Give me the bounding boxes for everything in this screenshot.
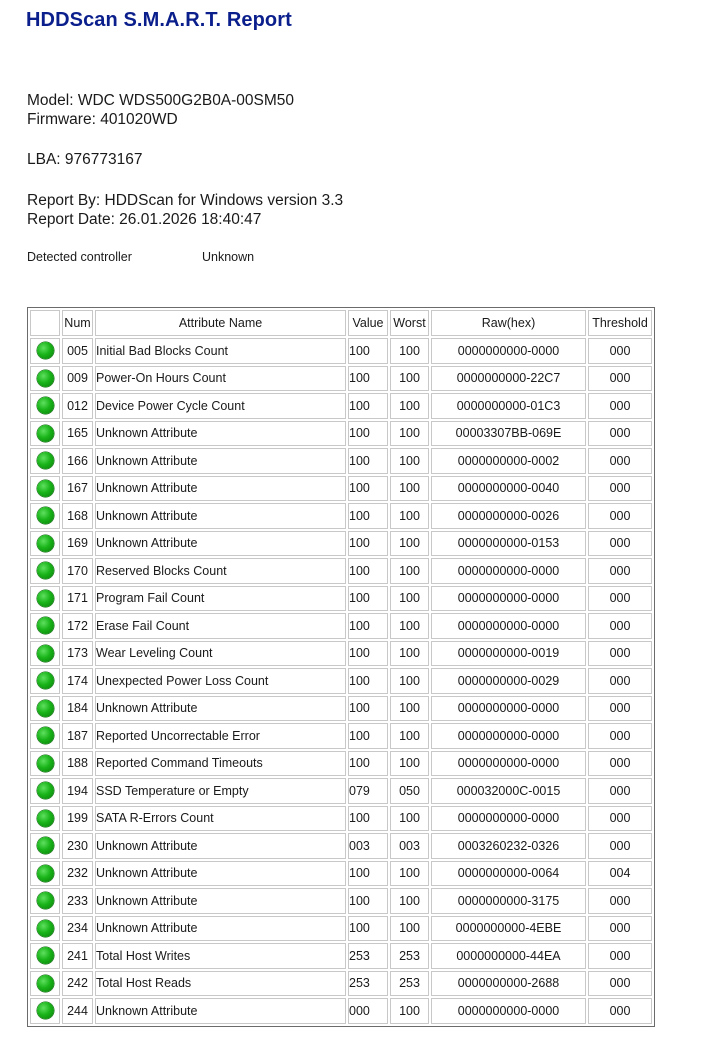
attribute-threshold: 000 [588, 558, 652, 584]
table-row [30, 916, 652, 942]
attribute-threshold: 000 [588, 998, 652, 1024]
status-cell [30, 833, 60, 859]
attribute-raw-hex: 0000000000-4EBE [431, 916, 586, 942]
header-status [30, 310, 60, 336]
table-row [30, 833, 652, 859]
ok-status-icon [37, 590, 54, 607]
table-row [30, 971, 652, 997]
attribute-num: 241 [62, 943, 93, 969]
attribute-worst: 100 [390, 366, 429, 392]
ok-status-icon [37, 975, 54, 992]
ok-status-icon [37, 672, 54, 689]
status-cell [30, 503, 60, 529]
attribute-value: 100 [348, 751, 388, 777]
attribute-worst: 253 [390, 943, 429, 969]
ok-status-icon [37, 342, 54, 359]
ok-status-icon [37, 397, 54, 414]
table-row [30, 338, 652, 364]
attribute-raw-hex: 00003307BB-069E [431, 421, 586, 447]
attribute-threshold: 000 [588, 476, 652, 502]
header-raw-hex: Raw(hex) [431, 310, 586, 336]
attribute-raw-hex: 0000000000-22C7 [431, 366, 586, 392]
attribute-num: 170 [62, 558, 93, 584]
ok-status-icon [37, 920, 54, 937]
status-cell [30, 641, 60, 667]
status-cell [30, 861, 60, 887]
status-cell [30, 751, 60, 777]
attribute-num: 233 [62, 888, 93, 914]
detected-controller [27, 250, 255, 264]
attribute-name: Unknown Attribute [95, 916, 346, 942]
attribute-value: 100 [348, 531, 388, 557]
ok-status-icon [37, 865, 54, 882]
status-cell [30, 943, 60, 969]
attribute-name: Wear Leveling Count [95, 641, 346, 667]
status-cell [30, 696, 60, 722]
table-row [30, 558, 652, 584]
attribute-value: 100 [348, 448, 388, 474]
attribute-worst: 253 [390, 971, 429, 997]
status-cell [30, 586, 60, 612]
attribute-num: 169 [62, 531, 93, 557]
attribute-num: 244 [62, 998, 93, 1024]
status-cell [30, 366, 60, 392]
attribute-value: 100 [348, 586, 388, 612]
attribute-name: Unknown Attribute [95, 998, 346, 1024]
attribute-raw-hex: 0000000000-0002 [431, 448, 586, 474]
attribute-threshold: 000 [588, 778, 652, 804]
report-title: HDDScan S.M.A.R.T. Report [26, 9, 292, 31]
ok-status-icon [37, 727, 54, 744]
attribute-num: 168 [62, 503, 93, 529]
table-header-row [30, 310, 652, 336]
ok-status-icon [37, 700, 54, 717]
report-date-line: Report Date: 26.01.2026 18:40:47 [27, 211, 262, 228]
attribute-threshold: 000 [588, 888, 652, 914]
attribute-num: 234 [62, 916, 93, 942]
attribute-raw-hex: 0000000000-0153 [431, 531, 586, 557]
status-cell [30, 476, 60, 502]
table-row [30, 668, 652, 694]
attribute-name: Total Host Reads [95, 971, 346, 997]
lba-info [27, 150, 143, 169]
attribute-value: 100 [348, 888, 388, 914]
attribute-name: Unknown Attribute [95, 476, 346, 502]
report-meta [27, 191, 343, 229]
ok-status-icon [37, 425, 54, 442]
attribute-worst: 100 [390, 723, 429, 749]
table-row [30, 421, 652, 447]
attribute-num: 230 [62, 833, 93, 859]
attribute-name: Power-On Hours Count [95, 366, 346, 392]
attribute-num: 184 [62, 696, 93, 722]
report-by-line: Report By: HDDScan for Windows version 3.3 [27, 192, 344, 209]
header-threshold: Threshold [588, 310, 652, 336]
attribute-worst: 100 [390, 613, 429, 639]
attribute-name: Device Power Cycle Count [95, 393, 346, 419]
attribute-threshold: 000 [588, 586, 652, 612]
ok-status-icon [37, 535, 54, 552]
attribute-worst: 100 [390, 806, 429, 832]
attribute-name: Reported Uncorrectable Error [95, 723, 346, 749]
attribute-num: 012 [62, 393, 93, 419]
attribute-num: 005 [62, 338, 93, 364]
status-cell [30, 806, 60, 832]
attribute-name: Erase Fail Count [95, 613, 346, 639]
attribute-name: Initial Bad Blocks Count [95, 338, 346, 364]
attribute-raw-hex: 0000000000-0000 [431, 998, 586, 1024]
attribute-value: 100 [348, 613, 388, 639]
controller-value: Unknown [202, 250, 255, 264]
attribute-name: SATA R-Errors Count [95, 806, 346, 832]
attribute-raw-hex: 0000000000-0000 [431, 696, 586, 722]
table-row [30, 476, 652, 502]
controller-label: Detected controller [27, 250, 132, 264]
status-cell [30, 421, 60, 447]
ok-status-icon [37, 1002, 54, 1019]
firmware-line: Firmware: 401020WD [27, 111, 178, 128]
drive-info [27, 91, 294, 129]
attribute-raw-hex: 0003260232-0326 [431, 833, 586, 859]
attribute-value: 100 [348, 503, 388, 529]
attribute-value: 100 [348, 393, 388, 419]
status-cell [30, 448, 60, 474]
attribute-worst: 100 [390, 558, 429, 584]
attribute-threshold: 000 [588, 751, 652, 777]
attribute-name: Unknown Attribute [95, 833, 346, 859]
attribute-num: 167 [62, 476, 93, 502]
header-num: Num [62, 310, 93, 336]
attribute-worst: 003 [390, 833, 429, 859]
attribute-value: 100 [348, 366, 388, 392]
attribute-num: 194 [62, 778, 93, 804]
attribute-value: 100 [348, 723, 388, 749]
attribute-worst: 100 [390, 448, 429, 474]
attribute-threshold: 000 [588, 641, 652, 667]
attribute-raw-hex: 0000000000-0000 [431, 338, 586, 364]
attribute-value: 100 [348, 916, 388, 942]
attribute-num: 242 [62, 971, 93, 997]
attribute-threshold: 000 [588, 943, 652, 969]
attribute-num: 188 [62, 751, 93, 777]
table-row [30, 696, 652, 722]
attribute-name: Unknown Attribute [95, 448, 346, 474]
attribute-raw-hex: 0000000000-0029 [431, 668, 586, 694]
attribute-name: Unknown Attribute [95, 696, 346, 722]
table-row [30, 751, 652, 777]
attribute-name: Reported Command Timeouts [95, 751, 346, 777]
lba-line: LBA: 976773167 [27, 151, 143, 168]
status-cell [30, 613, 60, 639]
attribute-num: 172 [62, 613, 93, 639]
attribute-raw-hex: 0000000000-0000 [431, 586, 586, 612]
attribute-value: 079 [348, 778, 388, 804]
attribute-name: SSD Temperature or Empty [95, 778, 346, 804]
attribute-raw-hex: 0000000000-0026 [431, 503, 586, 529]
status-cell [30, 338, 60, 364]
attribute-threshold: 000 [588, 833, 652, 859]
status-cell [30, 723, 60, 749]
table-row [30, 586, 652, 612]
attribute-raw-hex: 000032000C-0015 [431, 778, 586, 804]
attribute-threshold: 000 [588, 503, 652, 529]
ok-status-icon [37, 755, 54, 772]
ok-status-icon [37, 480, 54, 497]
attribute-value: 253 [348, 943, 388, 969]
attribute-worst: 100 [390, 696, 429, 722]
attribute-raw-hex: 0000000000-0000 [431, 558, 586, 584]
ok-status-icon [37, 782, 54, 799]
attribute-name: Unknown Attribute [95, 861, 346, 887]
header-value: Value [348, 310, 388, 336]
attribute-value: 003 [348, 833, 388, 859]
ok-status-icon [37, 947, 54, 964]
table-row [30, 888, 652, 914]
ok-status-icon [37, 892, 54, 909]
status-cell [30, 916, 60, 942]
attribute-threshold: 000 [588, 916, 652, 942]
attribute-value: 100 [348, 861, 388, 887]
attribute-worst: 100 [390, 338, 429, 364]
attribute-worst: 100 [390, 998, 429, 1024]
ok-status-icon [37, 645, 54, 662]
table-row [30, 778, 652, 804]
attribute-threshold: 000 [588, 668, 652, 694]
attribute-threshold: 000 [588, 448, 652, 474]
attribute-worst: 050 [390, 778, 429, 804]
table-row [30, 366, 652, 392]
attribute-threshold: 000 [588, 366, 652, 392]
table-row [30, 448, 652, 474]
status-cell [30, 531, 60, 557]
table-row [30, 393, 652, 419]
ok-status-icon [37, 507, 54, 524]
attribute-value: 100 [348, 558, 388, 584]
attribute-worst: 100 [390, 421, 429, 447]
attribute-worst: 100 [390, 531, 429, 557]
ok-status-icon [37, 562, 54, 579]
attribute-name: Unknown Attribute [95, 531, 346, 557]
smart-attributes-table [27, 307, 655, 1027]
table-row [30, 613, 652, 639]
attribute-threshold: 000 [588, 338, 652, 364]
attribute-raw-hex: 0000000000-0000 [431, 751, 586, 777]
status-cell [30, 668, 60, 694]
attribute-worst: 100 [390, 586, 429, 612]
attribute-raw-hex: 0000000000-0040 [431, 476, 586, 502]
attribute-threshold: 000 [588, 971, 652, 997]
attribute-num: 174 [62, 668, 93, 694]
status-cell [30, 393, 60, 419]
ok-status-icon [37, 617, 54, 634]
attribute-name: Reserved Blocks Count [95, 558, 346, 584]
attribute-num: 166 [62, 448, 93, 474]
attribute-num: 232 [62, 861, 93, 887]
attribute-name: Total Host Writes [95, 943, 346, 969]
attribute-value: 100 [348, 338, 388, 364]
attribute-name: Unknown Attribute [95, 421, 346, 447]
ok-status-icon [37, 810, 54, 827]
attribute-value: 100 [348, 696, 388, 722]
attribute-worst: 100 [390, 393, 429, 419]
attribute-raw-hex: 0000000000-0000 [431, 806, 586, 832]
attribute-worst: 100 [390, 751, 429, 777]
table-row [30, 723, 652, 749]
attribute-worst: 100 [390, 861, 429, 887]
attribute-worst: 100 [390, 476, 429, 502]
attribute-num: 009 [62, 366, 93, 392]
attribute-raw-hex: 0000000000-01C3 [431, 393, 586, 419]
attribute-worst: 100 [390, 668, 429, 694]
attribute-threshold: 000 [588, 613, 652, 639]
status-cell [30, 558, 60, 584]
model-line: Model: WDC WDS500G2B0A-00SM50 [27, 92, 295, 109]
attribute-value: 100 [348, 806, 388, 832]
attribute-name: Unexpected Power Loss Count [95, 668, 346, 694]
attribute-worst: 100 [390, 916, 429, 942]
table-row [30, 806, 652, 832]
status-cell [30, 778, 60, 804]
attribute-raw-hex: 0000000000-0000 [431, 723, 586, 749]
status-cell [30, 971, 60, 997]
attribute-value: 100 [348, 421, 388, 447]
attribute-threshold: 000 [588, 696, 652, 722]
table-row [30, 998, 652, 1024]
attribute-raw-hex: 0000000000-0064 [431, 861, 586, 887]
attribute-worst: 100 [390, 503, 429, 529]
ok-status-icon [37, 452, 54, 469]
attribute-name: Unknown Attribute [95, 503, 346, 529]
ok-status-icon [37, 370, 54, 387]
attribute-raw-hex: 0000000000-44EA [431, 943, 586, 969]
attribute-threshold: 000 [588, 421, 652, 447]
attribute-num: 171 [62, 586, 93, 612]
attribute-value: 000 [348, 998, 388, 1024]
status-cell [30, 998, 60, 1024]
table-row [30, 641, 652, 667]
attribute-raw-hex: 0000000000-0019 [431, 641, 586, 667]
attribute-name: Program Fail Count [95, 586, 346, 612]
attribute-num: 165 [62, 421, 93, 447]
attribute-threshold: 000 [588, 806, 652, 832]
status-cell [30, 888, 60, 914]
attribute-value: 100 [348, 641, 388, 667]
attribute-name: Unknown Attribute [95, 888, 346, 914]
attribute-threshold: 000 [588, 393, 652, 419]
attribute-threshold: 000 [588, 723, 652, 749]
attribute-value: 100 [348, 668, 388, 694]
attribute-raw-hex: 0000000000-2688 [431, 971, 586, 997]
attribute-num: 173 [62, 641, 93, 667]
attribute-value: 100 [348, 476, 388, 502]
table-row [30, 861, 652, 887]
table-row [30, 531, 652, 557]
attribute-worst: 100 [390, 641, 429, 667]
attribute-num: 199 [62, 806, 93, 832]
attribute-threshold: 004 [588, 861, 652, 887]
attribute-value: 253 [348, 971, 388, 997]
attribute-threshold: 000 [588, 531, 652, 557]
header-attribute-name: Attribute Name [95, 310, 346, 336]
attribute-raw-hex: 0000000000-0000 [431, 613, 586, 639]
ok-status-icon [37, 837, 54, 854]
attribute-raw-hex: 0000000000-3175 [431, 888, 586, 914]
header-worst: Worst [390, 310, 429, 336]
table-row [30, 943, 652, 969]
table-row [30, 503, 652, 529]
attribute-num: 187 [62, 723, 93, 749]
attribute-worst: 100 [390, 888, 429, 914]
